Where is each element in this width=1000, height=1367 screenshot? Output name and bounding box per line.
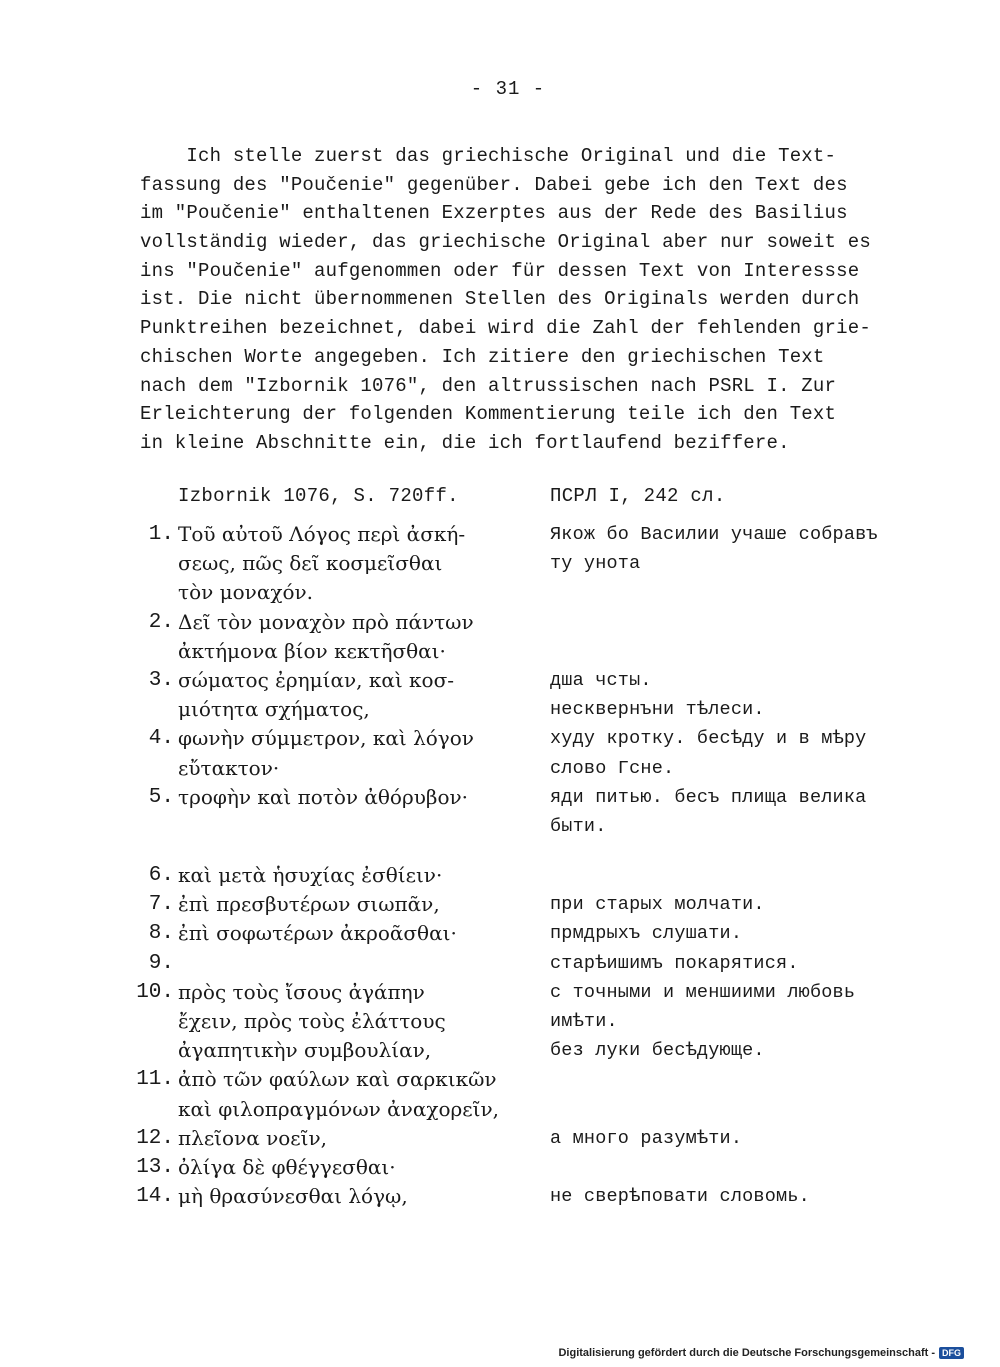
table-row (0, 1182, 1000, 1211)
greek-text: μιότητα σχήματος, (178, 697, 370, 722)
greek-text: καὶ μετὰ ἡσυχίας ἐσθίειν· (178, 863, 443, 888)
left-column-header: Izbornik 1076, S. 720ff. (178, 485, 459, 507)
entry-number: 11. (136, 1068, 174, 1092)
greek-text: καὶ φιλοπραγμόνων ἀναχορεῖν, (178, 1096, 499, 1121)
russian-text: старѣишимъ покарятися. (550, 952, 799, 974)
russian-text: яди питью. бесъ плища велика (550, 786, 867, 808)
footer (558, 1347, 964, 1359)
right-column-header: ПСРЛ I, 242 сл. (550, 485, 726, 507)
greek-text: ἐπὶ σοφωτέρων ἀκροᾶσθαι· (178, 921, 457, 946)
greek-text: ἀκτήμονα βίον κεκτῆσθαι· (178, 638, 446, 663)
table-row (0, 978, 1000, 1066)
table-row (0, 919, 1000, 948)
entry-number: 7. (148, 893, 174, 917)
intro-line: vollständig wieder, das griechische Original aber nur soweit es (140, 231, 871, 254)
russian-text: прмдрыхъ слушати. (550, 923, 743, 945)
russian-text: дша чсты. (550, 669, 652, 691)
table-row (0, 890, 1000, 919)
greek-text: μὴ θρασύνεσθαι λόγῳ, (178, 1184, 408, 1209)
russian-text: слово Гсне. (550, 757, 675, 779)
russian-text: при старых молчати. (550, 894, 765, 916)
russian-text: Якож бо Василии учаше собравъ (550, 524, 878, 545)
parallel-text-table (0, 520, 1000, 1211)
greek-text: πρὸς τοὺς ἴσους ἀγάπην (178, 979, 425, 1004)
intro-line: Erleichterung der folgenden Kommentierung teile ich den Text (140, 403, 837, 426)
intro-line: ist. Die nicht übernommenen Stellen des Originals werden durch (140, 288, 860, 311)
intro-line: Punktreihen bezeichnet, dabei wird die Zahl der fehlenden grie- (140, 317, 871, 340)
russian-text: с точными и меншиими любовь (550, 981, 856, 1003)
entry-number: 3. (148, 668, 174, 692)
greek-text: ἀγαπητικὴν συμβουλίαν, (178, 1038, 432, 1063)
table-row (0, 520, 1000, 608)
table-row (0, 949, 1000, 978)
russian-text: имѣти. (550, 1011, 618, 1032)
table-row (0, 861, 1000, 890)
russian-text: быти. (550, 815, 607, 837)
entry-number: 14. (136, 1185, 174, 1209)
greek-text: πλεῖονα νοεῖν, (178, 1125, 328, 1150)
russian-text: худу кротку. бесѣду и в мѣру (550, 728, 867, 750)
intro-line: Ich stelle zuerst das griechische Original und die Text- (140, 145, 837, 167)
intro-line: in kleine Abschnitte ein, die ich fortlaufend beziffere. (140, 431, 790, 454)
russian-text: ту унота (550, 553, 641, 575)
russian-text: не сверѣповати словомь. (550, 1186, 810, 1208)
greek-text: Δεῖ τὸν μοναχὸν πρὸ πάντων (178, 609, 474, 634)
entry-number: 1. (148, 523, 174, 546)
table-row (0, 783, 1000, 841)
greek-text: τὸν μοναχόν. (178, 580, 313, 605)
intro-line: chischen Worte angegeben. Ich zitiere den griechischen Text (140, 345, 825, 368)
greek-text: σεως, πῶς δεῖ κοσμεῖσθαι (178, 551, 443, 576)
russian-text: а много разумѣти. (550, 1127, 743, 1149)
greek-text: τροφὴν καὶ ποτὸν ἀθόρυβον· (178, 784, 468, 809)
entry-number: 6. (148, 864, 174, 888)
greek-text: ἔχειν, πρὸς τοὺς ἐλάττους (178, 1009, 446, 1033)
russian-text: несквернъни тѣлеси. (550, 699, 765, 721)
entry-number: 13. (136, 1155, 174, 1179)
greek-text: φωνὴν σύμμετρον, καὶ λόγον (178, 726, 474, 751)
entry-number: 8. (148, 922, 174, 946)
greek-text: ὀλίγα δὲ φθέγγεσθαι· (178, 1154, 396, 1179)
entry-number: 10. (136, 980, 174, 1004)
russian-text: без луки бесѣдующе. (550, 1040, 765, 1062)
table-row (0, 608, 1000, 666)
table-row (0, 1124, 1000, 1153)
entry-number: 5. (148, 785, 174, 809)
entry-number: 4. (148, 727, 174, 751)
table-row (0, 1153, 1000, 1182)
table-row (0, 1065, 1000, 1123)
greek-text: σώματος ἐρημίαν, καὶ κοσ- (178, 667, 454, 692)
intro-line: ins "Poučenie" aufgenommen oder für dessen Text von Interessse (140, 259, 860, 282)
table-row (0, 724, 1000, 782)
dfg-logo: DFG (939, 1347, 964, 1359)
intro-line: nach dem "Izbornik 1076", den altrussischen nach PSRL I. Zur (140, 374, 837, 397)
footer-text: Digitalisierung gefördert durch die Deutsche Forschungsgemeinschaft - (558, 1347, 935, 1359)
intro-line: fassung des "Poučenie" gegenüber. Dabei gebe ich den Text des (140, 173, 848, 196)
page-number: - 31 - (470, 78, 546, 100)
intro-paragraph (140, 142, 900, 458)
table-row (0, 666, 1000, 724)
row-gap (0, 841, 1000, 861)
intro-line: im "Poučenie" enthaltenen Exzerptes aus der Rede des Basilius (140, 202, 848, 225)
greek-text: εὔτακτον· (178, 755, 280, 780)
entry-number: 9. (148, 951, 174, 975)
greek-text: ἐπὶ πρεσβυτέρων σιωπᾶν, (178, 892, 440, 917)
entry-number: 2. (148, 610, 174, 634)
entry-number: 12. (136, 1126, 174, 1150)
greek-text: ἀπὸ τῶν φαύλων καὶ σαρκικῶν (178, 1067, 497, 1092)
greek-text: Τοῦ αὐτοῦ Λόγος περὶ ἀσκή- (178, 522, 466, 546)
